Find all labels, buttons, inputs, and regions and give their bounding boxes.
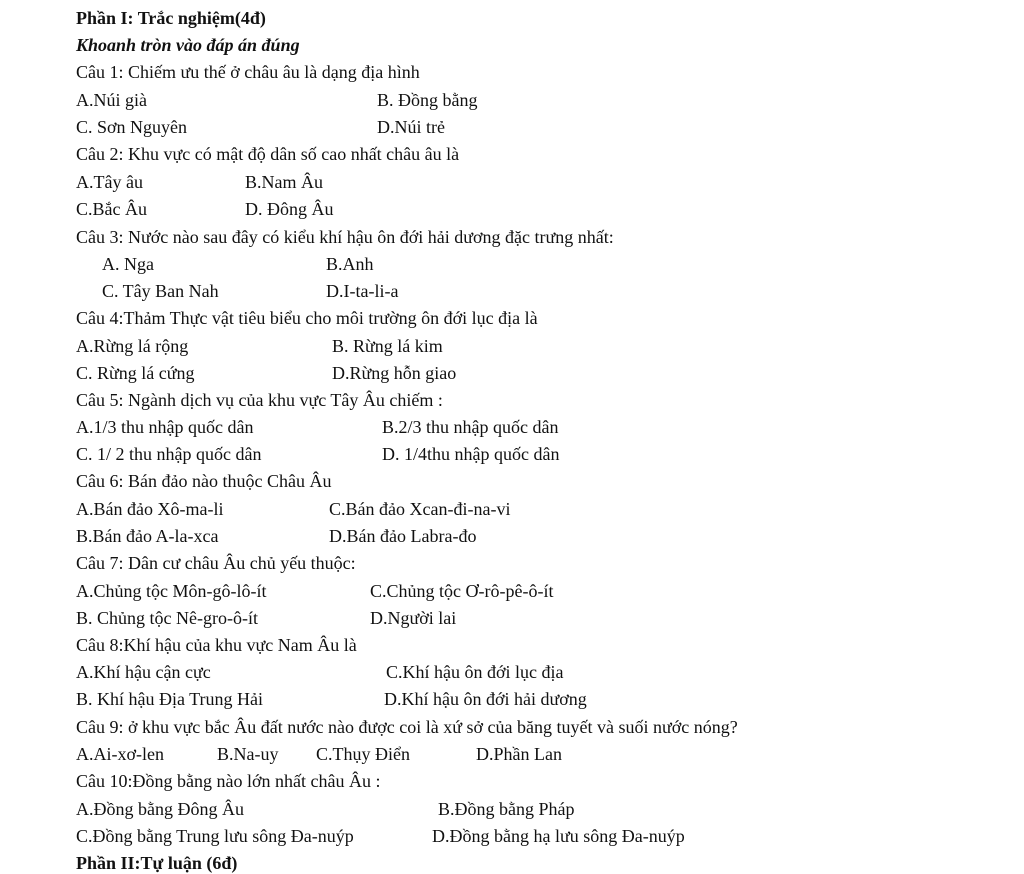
part2-heading: Phần II:Tự luận (6đ) <box>76 853 238 873</box>
q5-option-b: B.2/3 thu nhập quốc dân <box>382 417 559 437</box>
question-8: Câu 8:Khí hậu của khu vực Nam Âu là <box>76 635 357 655</box>
q1-option-a: A.Núi già <box>76 90 147 110</box>
q10-option-a: A.Đồng bằng Đông Âu <box>76 799 244 819</box>
q7-option-c: C.Chủng tộc Ơ-rô-pê-ô-ít <box>370 581 554 601</box>
question-7: Câu 7: Dân cư châu Âu chủ yếu thuộc: <box>76 553 356 573</box>
instruction-text: Khoanh tròn vào đáp án đúng <box>76 35 300 55</box>
q1-option-c: C. Sơn Nguyên <box>76 117 188 137</box>
q8-option-d: D.Khí hậu ôn đới hải dương <box>384 689 587 709</box>
question-4: Câu 4:Thảm Thực vật tiêu biểu cho môi trường ôn đới lục địa là <box>76 308 538 328</box>
q3-option-a: A. Nga <box>102 254 154 274</box>
q9-option-a: A.Ai-xơ-len <box>76 744 164 764</box>
q9-option-b: B.Na-uy <box>217 744 279 764</box>
q3-option-d: D.I-ta-li-a <box>326 281 399 301</box>
question-6: Câu 6: Bán đảo nào thuộc Châu Âu <box>76 471 332 491</box>
q9-option-c: C.Thụy Điển <box>316 744 410 764</box>
q7-option-d: D.Người lai <box>370 608 457 628</box>
q9-option-d: D.Phần Lan <box>476 744 562 764</box>
question-2: Câu 2: Khu vực có mật độ dân số cao nhất châu âu là <box>76 144 460 164</box>
question-10: Câu 10:Đồng bằng nào lớn nhất châu Âu : <box>76 771 381 791</box>
q3-option-b: B.Anh <box>326 254 374 274</box>
q2-option-c: C.Bắc Âu <box>76 199 147 219</box>
q10-option-c: C.Đồng bằng Trung lưu sông Đa-nuýp <box>76 826 354 846</box>
question-1: Câu 1: Chiếm ưu thế ở châu âu là dạng địa hình <box>76 62 420 82</box>
q2-option-b: B.Nam Âu <box>245 172 323 192</box>
q2-option-d: D. Đông Âu <box>245 199 334 219</box>
q7-option-a: A.Chủng tộc Môn-gô-lô-ít <box>76 581 267 601</box>
question-3: Câu 3: Nước nào sau đây có kiểu khí hậu ôn đới hải dương đặc trưng nhất: <box>76 227 614 247</box>
q8-option-a: A.Khí hậu cận cực <box>76 662 211 682</box>
q4-option-c: C. Rừng lá cứng <box>76 363 195 383</box>
q5-option-d: D. 1/4thu nhập quốc dân <box>382 444 560 464</box>
q7-option-b: B. Chủng tộc Nê-gro-ô-ít <box>76 608 258 628</box>
q4-option-a: A.Rừng lá rộng <box>76 336 189 356</box>
q6-option-d: D.Bán đảo Labra-đo <box>329 526 477 546</box>
q6-option-c: C.Bán đảo Xcan-đi-na-vi <box>329 499 511 519</box>
part1-heading: Phần I: Trắc nghiệm(4đ) <box>76 8 266 28</box>
q5-option-c: C. 1/ 2 thu nhập quốc dân <box>76 444 262 464</box>
q6-option-b: B.Bán đảo A-la-xca <box>76 526 219 546</box>
q10-option-b: B.Đồng bằng Pháp <box>438 799 575 819</box>
q4-option-d: D.Rừng hỗn giao <box>332 363 457 383</box>
q1-option-d: D.Núi trẻ <box>377 117 445 137</box>
q1-option-b: B. Đồng bằng <box>377 90 478 110</box>
q3-option-c: C. Tây Ban Nah <box>102 281 219 301</box>
q8-option-c: C.Khí hậu ôn đới lục địa <box>386 662 564 682</box>
q4-option-b: B. Rừng lá kim <box>332 336 443 356</box>
q8-option-b: B. Khí hậu Địa Trung Hải <box>76 689 264 709</box>
q6-option-a: A.Bán đảo Xô-ma-li <box>76 499 224 519</box>
question-9: Câu 9: ở khu vực bắc Âu đất nước nào được coi là xứ sở của băng tuyết và suối nước nóng? <box>76 717 738 737</box>
q5-option-a: A.1/3 thu nhập quốc dân <box>76 417 254 437</box>
q2-option-a: A.Tây âu <box>76 172 143 192</box>
q10-option-d: D.Đồng bằng hạ lưu sông Đa-nuýp <box>432 826 685 846</box>
question-5: Câu 5: Ngành dịch vụ của khu vực Tây Âu chiếm : <box>76 390 443 410</box>
